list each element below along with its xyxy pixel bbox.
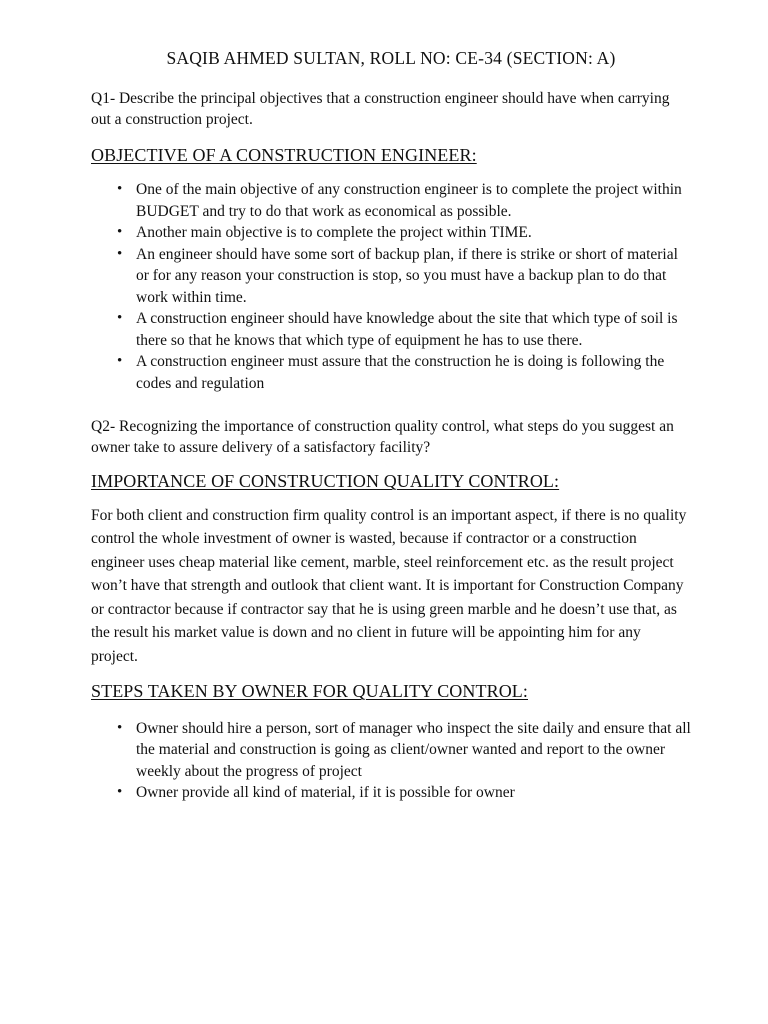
list-item <box>91 222 691 244</box>
list-item <box>91 782 691 804</box>
document-page <box>91 48 691 812</box>
bullet-icon: • <box>117 719 123 736</box>
bullet-icon: • <box>117 181 123 198</box>
bullet-icon: • <box>117 353 123 370</box>
objective-list <box>91 179 691 394</box>
list-item <box>91 179 691 222</box>
list-item <box>91 351 691 394</box>
list-item-text: An engineer should have some sort of backup plan, if there is strike or short of material or for any reason your construction is stop, so you must have a backup plan to do that work within time. <box>136 245 678 306</box>
list-item-text: One of the main objective of any construction engineer is to complete the project within BUDGET and try to do that work as economical as possible. <box>136 181 682 220</box>
bullet-icon: • <box>117 310 123 327</box>
list-item <box>91 718 691 783</box>
list-item <box>91 308 691 351</box>
list-item-text: Owner should hire a person, sort of manager who inspect the site daily and ensure that all the material and construction is going as client/owner wanted and report to the owner weekly about the progress of project <box>136 719 691 780</box>
bullet-icon: • <box>117 245 123 262</box>
list-item-text: A construction engineer must assure that the construction he is doing is following the codes and regulation <box>136 353 665 392</box>
objective-heading: OBJECTIVE OF A CONSTRUCTION ENGINEER: <box>91 144 477 165</box>
bullet-icon: • <box>117 224 123 241</box>
question-1: Q1- Describe the principal objectives that a construction engineer should have when carrying out a construction project. <box>91 89 670 128</box>
list-item <box>91 244 691 309</box>
list-item-text: Another main objective is to complete the project within TIME. <box>136 224 532 242</box>
bullet-icon: • <box>117 784 123 801</box>
question-2: Q2- Recognizing the importance of construction quality control, what steps do you suggest an owner take to assure delivery of a satisfactory facility? <box>91 418 674 457</box>
list-item-text: Owner provide all kind of material, if it is possible for owner <box>136 784 515 802</box>
importance-heading: IMPORTANCE OF CONSTRUCTION QUALITY CONTROL: <box>91 471 560 492</box>
steps-heading: STEPS TAKEN BY OWNER FOR QUALITY CONTROL: <box>91 681 528 702</box>
importance-paragraph: For both client and construction firm quality control is an important aspect, if there is no quality control the whole investment of owner is wasted, because if contractor or a construction engineer uses cheap material like cement, marble, steel reinforcement etc. as the result project won’t have that strength and outlook that client want. It is important for Construction Company or contractor because if contractor say that he is using green marble and he doesn’t use that, as the result his market value is down and no client in future will be appointing him for any project. <box>91 506 687 665</box>
list-item-text: A construction engineer should have knowledge about the site that which type of soil is there so that he knows that which type of equipment he has to use there. <box>136 310 678 349</box>
document-header: SAQIB AHMED SULTAN, ROLL NO: CE-34 (SECTION: A) <box>166 48 616 68</box>
steps-list <box>91 718 691 804</box>
